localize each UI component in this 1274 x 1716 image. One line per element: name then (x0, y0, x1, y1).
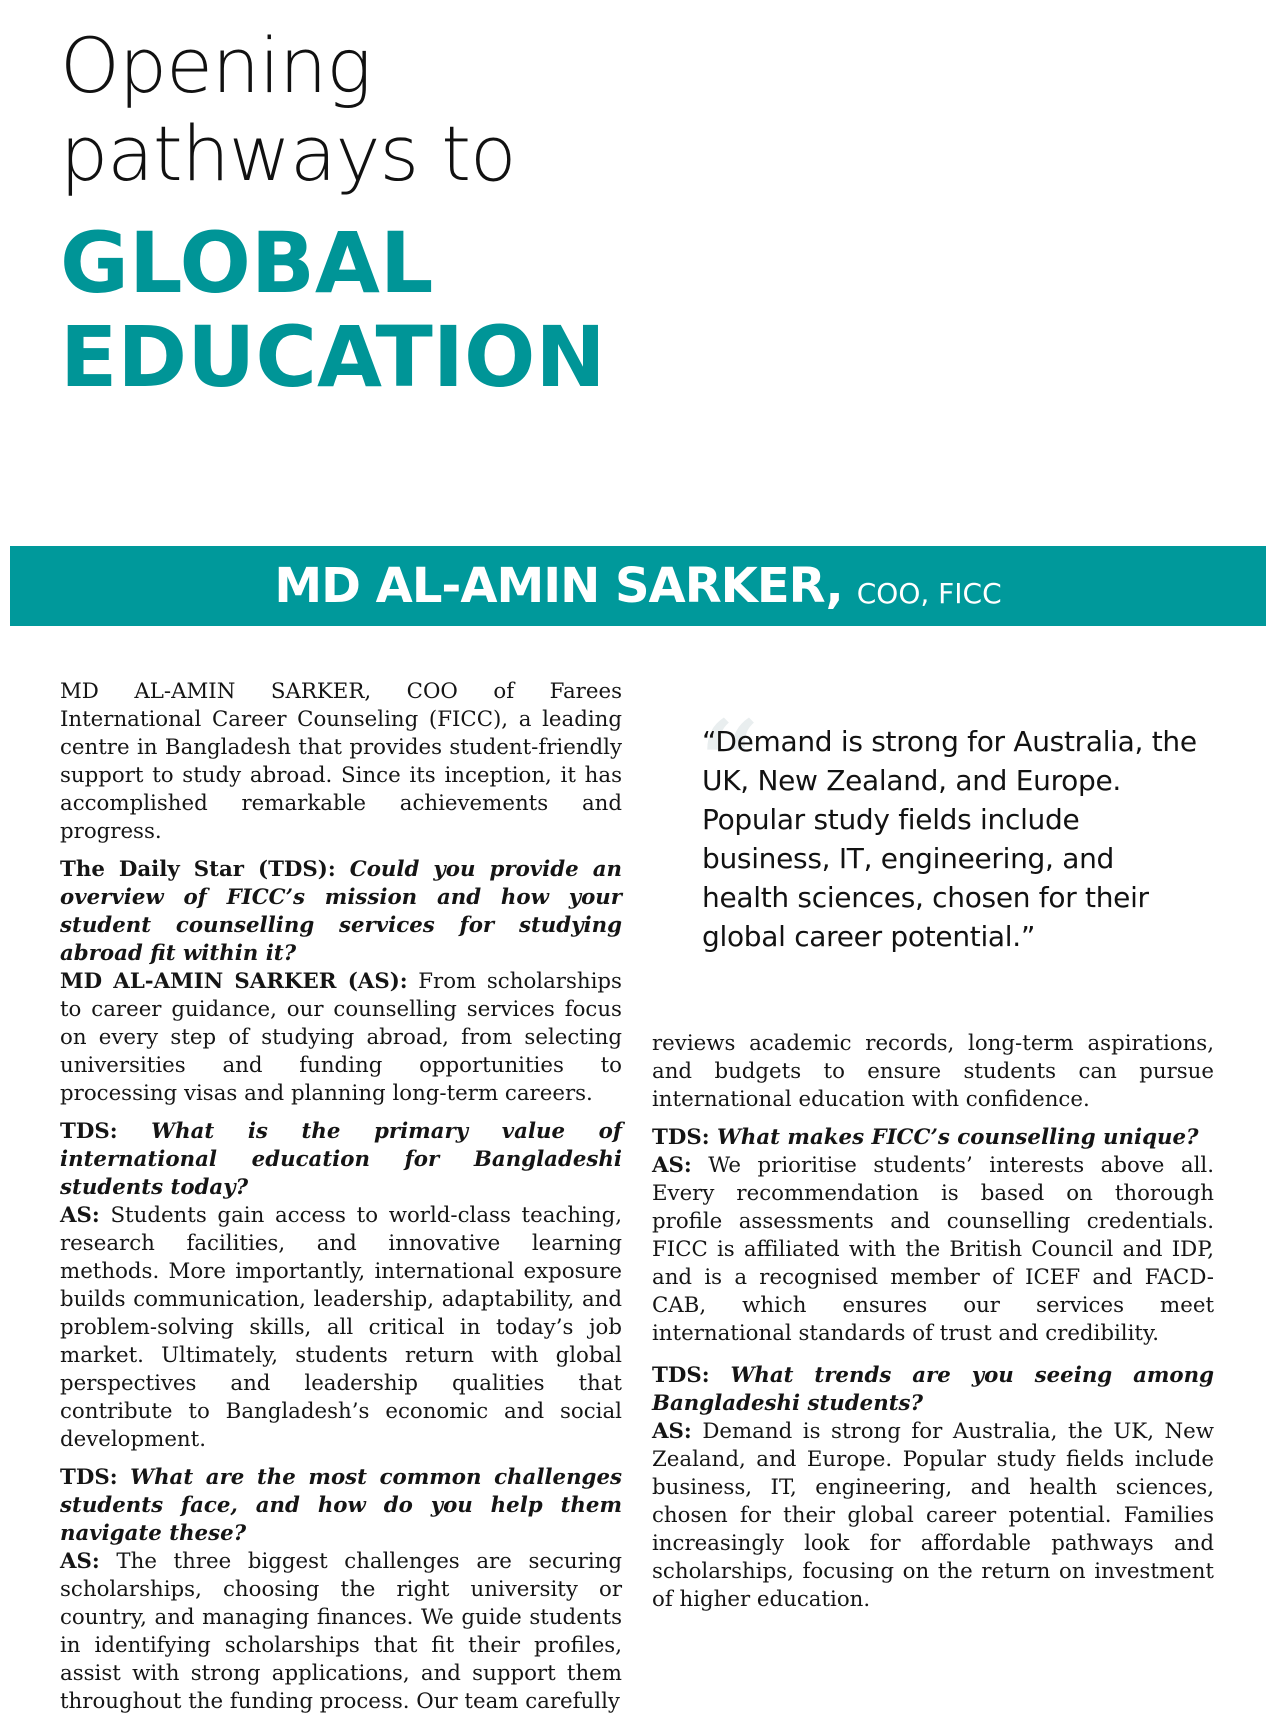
question-text: Could you provide an overview of FICC’s mission and how your student counselling services for studying abroad fit within it? (60, 857, 622, 966)
intro-paragraph: MD AL-AMIN SARKER, COO of Farees International Career Counseling (FICC), a leading centre in Bangladesh that provides student-friendly support to study abroad. Since its inception, it has accomplished remarkable achievements and progress. (60, 679, 622, 844)
question (60, 1119, 622, 1200)
answer-text: From scholarships to career guidance, our counselling services focus on every step of studying abroad, from selecting universities and funding opportunities to processing visas and planning long-term careers. (60, 969, 622, 1106)
question-label: TDS: (60, 1465, 118, 1490)
qa-block (652, 1362, 1214, 1614)
article-column-left (60, 678, 622, 1716)
answer-label: MD AL-AMIN SARKER (AS): (60, 969, 408, 994)
answer-text: Students gain access to world-class teaching, research facilities, and innovative learning methods. More importantly, international exposure builds communication, leadership, adaptability, and problem-solving skills, all critical in today’s job market. Ultimately, students return with global perspectives and leadership qualities that contribute to Bangladesh’s economic and social development. (60, 1203, 622, 1452)
article-column-right (652, 1030, 1214, 1614)
continuation-paragraph: reviews academic records, long-term aspirations, and budgets to ensure students can pursue international education with confidence. (652, 1031, 1214, 1112)
question-label: TDS: (60, 1119, 118, 1144)
name-banner (10, 546, 1266, 626)
headline-line-3: GLOBAL (60, 214, 434, 312)
headline-line-1: Opening (60, 21, 371, 110)
question-text: What trends are you seeing among Bangladeshi students? (652, 1363, 1214, 1416)
quote-mark-icon: “ (694, 693, 761, 845)
answer-text: Demand is strong for Australia, the UK, New Zealand, and Europe. Popular study fields include business, IT, engineering, and health sciences, chosen for their global career potential. Families increasingly look for affordable pathways and scholarships, focusing on the return on investment of higher education. (652, 1419, 1214, 1612)
question (652, 1363, 1214, 1416)
question-label: The Daily Star (TDS): (60, 857, 336, 882)
qa-block (60, 856, 622, 1108)
question (652, 1125, 1198, 1150)
banner-name: MD AL-AMIN SARKER, (274, 558, 843, 614)
banner-title: COO, FICC (856, 576, 1002, 610)
pull-quote (694, 693, 1202, 956)
qa-block (60, 1464, 622, 1716)
answer-label: AS: (652, 1153, 692, 1178)
question-text: What are the most common challenges students face, and how do you help them navigate these? (60, 1465, 622, 1546)
question (60, 1465, 622, 1546)
qa-block (60, 1118, 622, 1454)
headline (60, 22, 606, 404)
answer-label: AS: (652, 1419, 692, 1444)
qa-block (652, 1124, 1214, 1348)
answer-text: The three biggest challenges are securing scholarships, choosing the right university or country, and managing finances. We guide students in identifying scholarships that fit their profiles, assist with strong applications, and support them throughout the funding process. Our team carefully (60, 1549, 622, 1714)
headline-line-4: EDUCATION (60, 308, 606, 406)
answer-label: AS: (60, 1549, 100, 1574)
headline-line-2: pathways to (60, 109, 516, 198)
question-label: TDS: (652, 1363, 710, 1388)
pull-quote-text: “Demand is strong for Australia, the UK, New Zealand, and Europe. Popular study fields include business, IT, engineering, and health sciences, chosen for their global career potential.” (702, 725, 1197, 953)
answer-label: AS: (60, 1203, 100, 1228)
question-text: What is the primary value of international education for Bangladeshi students today? (60, 1119, 622, 1200)
answer-text: We prioritise students’ interests above all. Every recommendation is based on thorough profile assessments and counselling credentials. FICC is affiliated with the British Council and IDP, and is a recognised member of ICEF and FACD-CAB, which ensures our services meet international standards of trust and credibility. (652, 1153, 1214, 1346)
question (60, 857, 622, 966)
question-text: What makes FICC’s counselling unique? (716, 1125, 1199, 1150)
question-label: TDS: (652, 1125, 710, 1150)
